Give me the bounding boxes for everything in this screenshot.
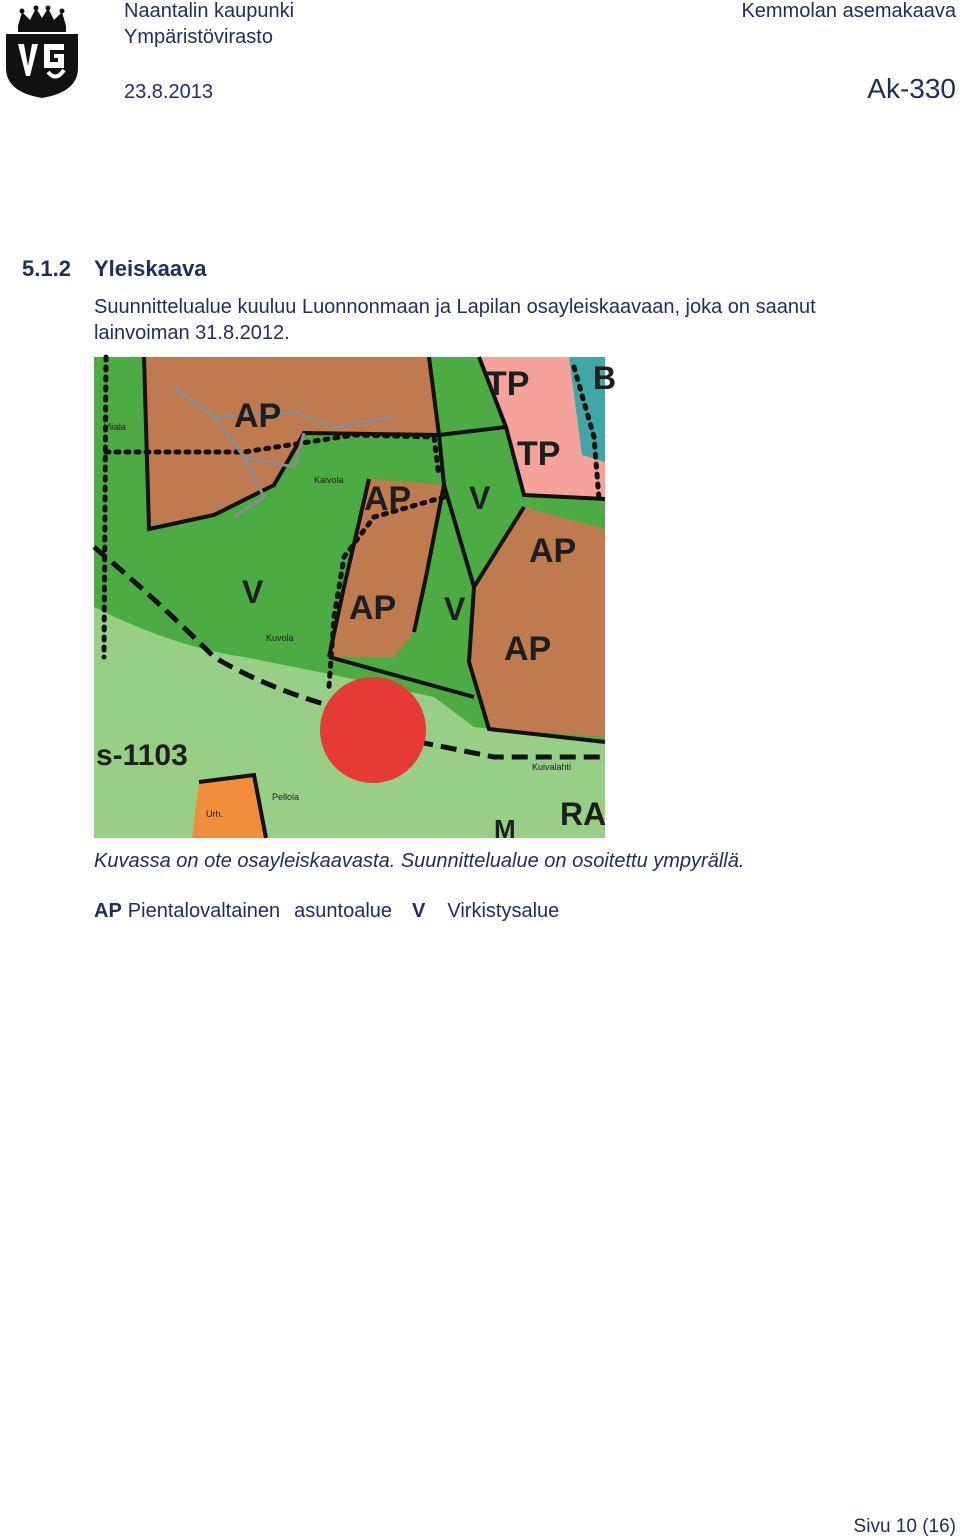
paragraph-line-2: lainvoiman 31.8.2012. — [94, 322, 290, 344]
map-label-ap-5: AP — [504, 630, 552, 668]
department-name: Ympäristövirasto — [124, 26, 273, 48]
organization-name: Naantalin kaupunki — [124, 0, 295, 22]
legend-text-ap-1: Pientalovaltainen — [127, 900, 281, 922]
map-label-m: M — [494, 814, 516, 844]
map-label-v-2: V — [242, 574, 264, 610]
section-heading — [22, 256, 207, 282]
map-label-ap-1: AP — [234, 397, 282, 435]
map-label-v-3: V — [444, 591, 466, 627]
legend-code-v: V — [412, 900, 426, 922]
map-place-kuvola: Kuvola — [266, 633, 294, 643]
map-label-ap-2: AP — [364, 480, 412, 518]
map-label-ra: RA — [560, 796, 607, 832]
map-label-ap-4: AP — [529, 532, 577, 570]
legend-text-ap-2: asuntoalue — [294, 900, 393, 922]
map-place-urh: Urh. — [206, 809, 224, 819]
section-number: 5.1.2 — [22, 256, 71, 281]
page-number: Sivu 10 (16) — [853, 1516, 956, 1537]
map-label-s1103: s-1103 — [96, 739, 188, 772]
map-place-kuivalahti: Kuivalahti — [532, 762, 572, 772]
map-caption: Kuvassa on ote osayleiskaavasta. Suunnittelualue on osoitettu ympyrällä. — [94, 850, 745, 872]
map-label-v-1: V — [469, 480, 491, 516]
map-place-viiala: Viiala — [104, 422, 126, 432]
section-title: Yleiskaava — [94, 256, 207, 281]
city-logo — [4, 6, 80, 98]
map-label-tp-2: TP — [517, 435, 561, 473]
map-place-kaivola: Kaivola — [314, 475, 344, 485]
map-label-ap-3: AP — [349, 589, 397, 627]
map-place-pellola: Pellola — [272, 792, 300, 802]
map-image — [94, 357, 617, 844]
map-label-tp-1: TP — [486, 365, 530, 403]
document-date: 23.8.2013 — [124, 81, 213, 103]
paragraph-line-1: Suunnittelualue kuuluu Luonnonmaan ja Lapilan osayleiskaavaan, joka on saanut — [94, 296, 816, 318]
coat-of-arms-icon — [4, 6, 80, 98]
map-legend — [94, 900, 559, 923]
legend-code-ap: AP — [94, 900, 122, 922]
map-label-b: B — [593, 360, 617, 396]
master-plan-map — [94, 357, 617, 844]
legend-text-v: Virkistysalue — [447, 900, 560, 922]
plan-code: Ak-330 — [867, 73, 956, 104]
plan-name: Kemmolan asemakaava — [741, 0, 956, 22]
